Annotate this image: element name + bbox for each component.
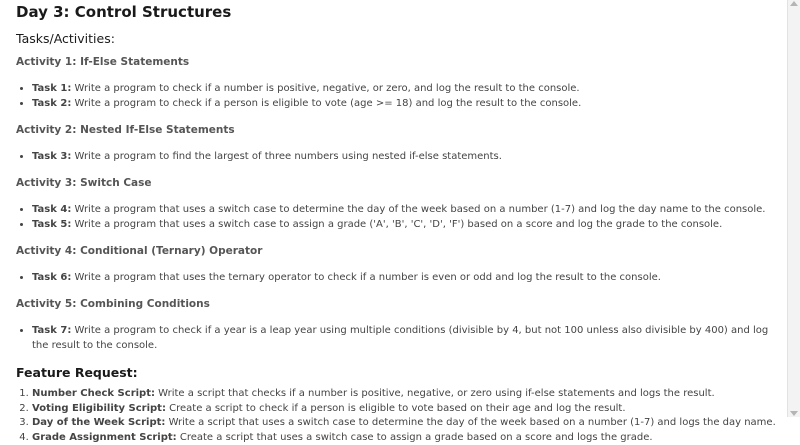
- task-list: [16, 202, 786, 232]
- tasks-heading: Tasks/Activities:: [16, 31, 786, 47]
- task-label: Task 5:: [32, 219, 71, 230]
- vertical-scrollbar[interactable]: [787, 0, 800, 417]
- feature-label: Number Check Script:: [32, 388, 155, 399]
- task-label: Task 1:: [32, 83, 71, 94]
- feature-label: Day of the Week Script:: [32, 417, 165, 428]
- task-text: Write a program to check if a person is eligible to vote (age >= 18) and log the result to the console.: [71, 98, 581, 109]
- list-item: [32, 431, 786, 445]
- task-label: Task 4:: [32, 204, 71, 215]
- list-item: [32, 323, 786, 353]
- task-text: Write a program to check if a year is a leap year using multiple conditions (divisible by 4, but not 100 unless also divisible by 400) and log the result to the console.: [32, 325, 768, 351]
- activity-heading: Activity 1: If-Else Statements: [16, 55, 786, 69]
- feature-heading: Feature Request:: [16, 365, 786, 381]
- task-list: [16, 81, 786, 111]
- feature-text: Write a script that uses a switch case to determine the day of the week based on a number (1-7) and logs the day name.: [165, 417, 775, 428]
- page-title: Day 3: Control Structures: [16, 3, 786, 21]
- task-text: Write a program to find the largest of three numbers using nested if-else statements.: [71, 151, 502, 162]
- feature-text: Create a script that uses a switch case to assign a grade based on a score and logs the grade.: [177, 432, 653, 443]
- list-item: [32, 96, 786, 111]
- list-item: [32, 202, 786, 217]
- feature-text: Create a script to check if a person is eligible to vote based on their age and log the result.: [166, 403, 626, 414]
- task-label: Task 7:: [32, 325, 71, 336]
- task-text: Write a program that uses a switch case to determine the day of the week based on a number (1-7) and log the day name to the console.: [71, 204, 765, 215]
- feature-label: Grade Assignment Script:: [32, 432, 177, 443]
- task-label: Task 3:: [32, 151, 71, 162]
- task-list: [16, 270, 786, 285]
- document-content: [16, 3, 786, 445]
- task-list: [16, 149, 786, 164]
- activity-heading: Activity 2: Nested If-Else Statements: [16, 123, 786, 137]
- feature-text: Write a script that checks if a number is positive, negative, or zero using if-else statements and logs the result.: [155, 388, 715, 399]
- feature-label: Voting Eligibility Script:: [32, 403, 166, 414]
- task-label: Task 6:: [32, 272, 71, 283]
- list-item: [32, 149, 786, 164]
- list-item: [32, 81, 786, 96]
- task-text: Write a program that uses a switch case to assign a grade ('A', 'B', 'C', 'D', 'F') based on a score and log the grade to the console.: [71, 219, 722, 230]
- task-label: Task 2:: [32, 98, 71, 109]
- task-text: Write a program that uses the ternary operator to check if a number is even or odd and log the result to the console.: [71, 272, 661, 283]
- activity-heading: Activity 4: Conditional (Ternary) Operator: [16, 244, 786, 258]
- list-item: [32, 270, 786, 285]
- list-item: [32, 402, 786, 417]
- list-item: [32, 217, 786, 232]
- list-item: [32, 416, 786, 431]
- scroll-down-arrow-icon[interactable]: [790, 411, 798, 416]
- task-list: [16, 323, 786, 353]
- list-item: [32, 387, 786, 402]
- activity-heading: Activity 3: Switch Case: [16, 176, 786, 190]
- task-text: Write a program to check if a number is positive, negative, or zero, and log the result to the console.: [71, 83, 579, 94]
- feature-list: [16, 387, 786, 445]
- activity-heading: Activity 5: Combining Conditions: [16, 297, 786, 311]
- scroll-up-arrow-icon[interactable]: [790, 1, 798, 6]
